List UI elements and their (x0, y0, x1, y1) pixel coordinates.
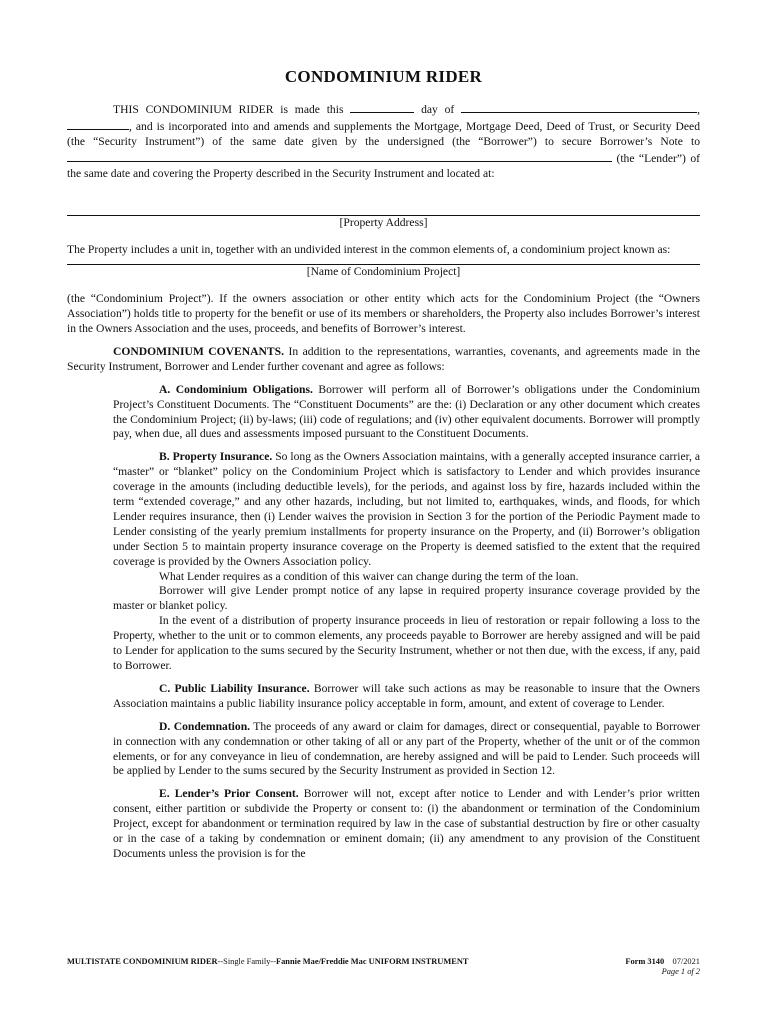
document-title: CONDOMINIUM RIDER (284, 67, 483, 86)
section-a-heading: A. Condominium Obligations. (159, 382, 313, 396)
footer-form-info (625, 957, 700, 977)
project-name-line[interactable] (67, 258, 700, 265)
month-blank[interactable] (461, 101, 697, 113)
covenants-paragraph: CONDOMINIUM COVENANTS. In addition to the representations, warranties, covenants, and agreements made in the Security Instrument, Borrower and Lender further covenant and agree as follows: (67, 344, 701, 373)
document-page (67, 66, 700, 862)
intro-text-d: (the “Lender”) of the same date and covering the Property described in the Security Instrument and located at: (67, 151, 700, 180)
intro-paragraph: THIS CONDOMINIUM RIDER is made this day of , , and is incorporated into and amends and supplements the Mortgage, Mortgage Deed, Deed of Trust, or Security Deed (the “Security Instrument”) of the same date given by the undersigned (the “Borrower”) to secure Borrower’s Note to (the “Lender”) of the same date and covering the Property described in the Security Instrument and located at: (67, 102, 701, 180)
section-c-heading: C. Public Liability Insurance. (159, 681, 310, 695)
section-e-heading: E. Lender’s Prior Consent. (159, 787, 299, 801)
section-c: C. Public Liability Insurance. Borrower will take such actions as may be reasonable to insure that the Owners Association maintains a public liability insurance policy acceptable in form, amount, and extent of coverage to Lender. (113, 681, 700, 710)
section-b-heading: B. Property Insurance. (159, 450, 273, 464)
footer-instrument-name: MULTISTATE CONDOMINIUM RIDER--Single Family--Fannie Mae/Freddie Mac UNIFORM INSTRUMENT (67, 957, 469, 966)
form-number: Form 3140 (625, 957, 665, 966)
project-name-label: [Name of Condominium Project] (306, 265, 461, 279)
intro-text-c: , and is incorporated into and amends and supplements the Mortgage, Mortgage Deed, Deed of Trust, or Security Deed (the “Security Instrument”) of the same date given by the undersigned (the “Borrower”) to secure Borrower’s Note to (67, 119, 700, 148)
year-blank[interactable] (67, 118, 129, 130)
day-blank[interactable] (350, 101, 414, 113)
unit-paragraph: The Property includes a unit in, together with an undivided interest in the common elements of, a condominium project known as: (67, 243, 671, 257)
intro-text-a: THIS CONDOMINIUM RIDER is made this (113, 102, 344, 116)
section-e: E. Lender’s Prior Consent. Borrower will not, except after notice to Lender and with Lender’s prior written consent, either partition or subdivide the Property or consent to: (i) the abandonment or termination of the Condominium Project, except for abandonment or termination required by law in the case of substantial destruction by fire or other casualty or in the case of a taking by condemnation or eminent domain; (ii) any amendment to any provision of the Constituent Documents unless the provision is for the (113, 787, 700, 860)
page-number: Page 1 of 2 (661, 967, 700, 976)
intro-text-b: day of (421, 102, 455, 116)
lender-blank[interactable] (67, 150, 612, 162)
form-date: 07/2021 (672, 957, 700, 966)
covenants-heading: CONDOMINIUM COVENANTS. (113, 344, 284, 358)
section-d-heading: D. Condemnation. (159, 719, 251, 733)
property-address-line[interactable] (67, 201, 700, 216)
section-a: A. Condominium Obligations. Borrower will perform all of Borrower’s obligations under the Condominium Project’s Constituent Documents. The “Constituent Documents” are the: (i) Declaration or any other document which creates the Condominium Project; (ii) by-laws; (iii) code of regulations; and (iv) other equivalent documents. Borrower will promptly pay, when due, all dues and assessments imposed pursuant to the Constituent Documents. (113, 382, 700, 441)
section-b: B. Property Insurance. So long as the Owners Association maintains, with a generally accepted insurance carrier, a “master” or “blanket” policy on the Condominium Project which is satisfactory to Lender and which provides insurance coverage in the amounts (including deductible levels), for the periods, and against loss by fire, hazards included within the term “extended coverage,” and any other hazards, including, but not limited to, earthquakes, winds, and floods, for which Lender requires insurance, then (i) Lender waives the provision in Section 3 for the portion of the Periodic Payment made to Lender consisting of the yearly premium installments for property insurance on the Property, and (ii) Borrower’s obligation under Section 5 to maintain property insurance coverage on the Property is deemed satisfied to the extent that the required coverage is provided by the Owners Association policy. What Lender requires as a condition of this waiver can change during the term of the loan. Borrower will give Lender prompt notice of any lapse in required property insurance coverage provided by the master or blanket policy. In the event of a distribution of property insurance proceeds in lieu of restoration or repair following a loss to the Property, whether to the unit or to common elements, any proceeds payable to Borrower are hereby assigned and will be paid to Lender for application to the sums secured by the Security Instrument, whether or not then due, with the excess, if any, paid to Borrower. (113, 450, 700, 672)
section-d: D. Condemnation. The proceeds of any award or claim for damages, direct or consequential, payable to Borrower in connection with any condemnation or other taking of all or any part of the Property, whether of the unit or of the common elements, or for any conveyance in lieu of condemnation, are hereby assigned and will be paid to Lender. Such proceeds will be applied by Lender to the sums secured by the Security Instrument as provided in Section 12. (113, 719, 700, 778)
project-paragraph: (the “Condominium Project”). If the owners association or other entity which acts for the Condominium Project (the “Owners Association”) holds title to property for the benefit or use of its members or shareholders, the Property also includes Borrower’s interest in the Owners Association and the uses, proceeds, and benefits of Borrower’s interest. (67, 292, 700, 335)
property-address-label: [Property Address] (339, 216, 428, 230)
